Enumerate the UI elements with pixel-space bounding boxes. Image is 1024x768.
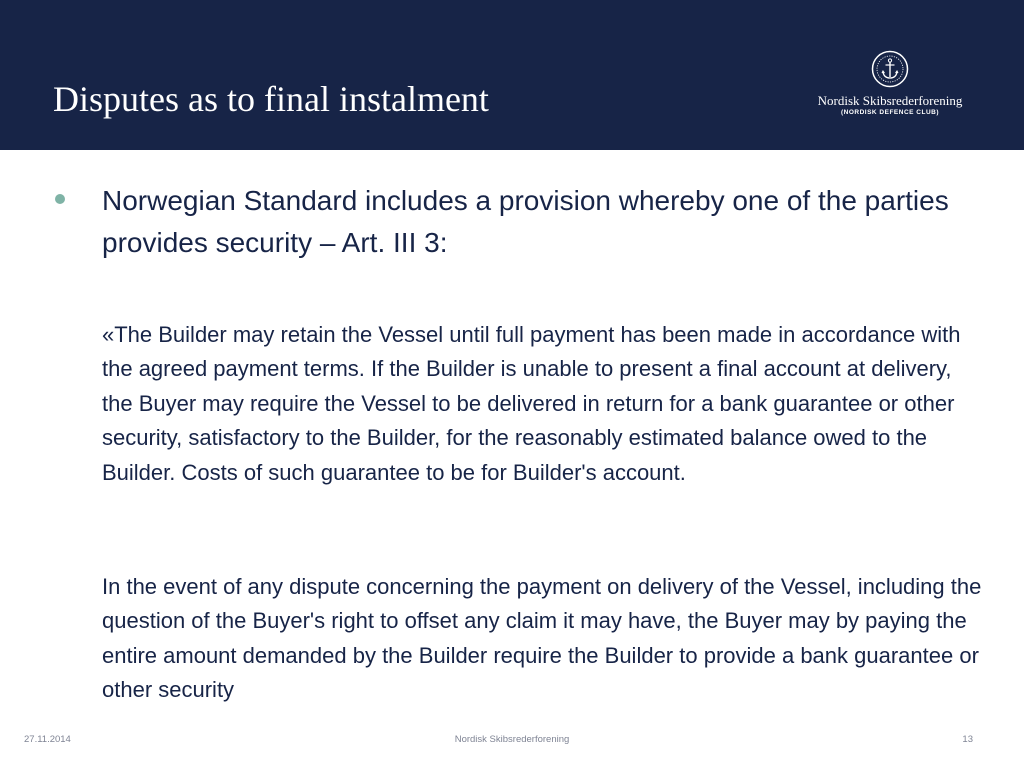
logo-name: Nordisk Skibsrederforening xyxy=(817,93,963,108)
logo-subtitle: (NORDISK DEFENCE CLUB) xyxy=(840,109,940,116)
club-logo xyxy=(800,48,980,124)
bullet-marker xyxy=(55,194,65,204)
anchor-emblem-icon xyxy=(871,50,909,88)
footer-date: 27.11.2014 xyxy=(24,734,71,745)
page-number: 13 xyxy=(962,734,973,745)
slide-header xyxy=(0,0,1024,150)
slide-title: Disputes as to final instalment xyxy=(53,79,489,119)
footer-organization: Nordisk Skibsrederforening xyxy=(454,734,570,745)
bullet-text: Norwegian Standard includes a provision whereby one of the parties provides security – Art. III 3: xyxy=(102,185,949,258)
quote-paragraph-1: «The Builder may retain the Vessel until full payment has been made in accordance with the agreed payment terms. If the Builder is unable to present a final account at delivery, the Buyer may require the Vessel to be delivered in return for a bank guarantee or other security, satisfactory to the Builder, for the reasonably estimated balance owed to the Builder. Costs of such guarantee to be for Builder's account. xyxy=(102,322,961,485)
quote-paragraph-2: In the event of any dispute concerning the payment on delivery of the Vessel, including the question of the Buyer's right to offset any claim it may have, the Buyer may by paying the entire amount demanded by the Builder require the Builder to provide a bank guarantee or other security xyxy=(102,574,982,703)
